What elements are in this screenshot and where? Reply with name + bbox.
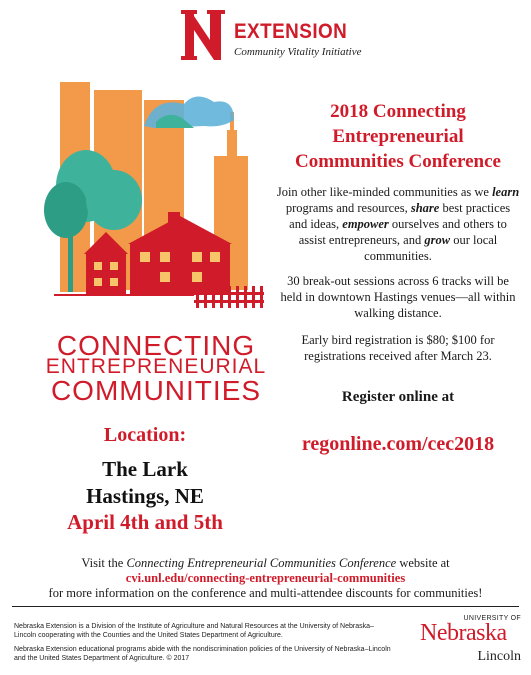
visit-suffix: website at — [396, 556, 450, 570]
intro-text: Join other like-minded communities as we — [276, 185, 493, 199]
intro-text: best practices and ideas, — [289, 201, 511, 231]
visit-prefix: Visit the — [81, 556, 127, 570]
register-label: Register online at — [341, 389, 455, 405]
logo-word-communities: COMMUNITIES — [50, 375, 262, 406]
title-line-2: Entrepreneurial — [332, 126, 464, 147]
emphasis-empower: empower — [342, 217, 389, 231]
intro-text: ourselves and others to assist entrepreneurs, and — [298, 217, 507, 247]
nebraska-n-icon — [181, 10, 225, 60]
logo-word-entrepreneurial: ENTREPRENEURIAL — [45, 355, 267, 378]
visit-conference-name: Connecting Entrepreneurial Communities Conference — [126, 556, 397, 570]
title-line-3: Communities Conference — [295, 151, 501, 172]
emphasis-grow: grow — [424, 233, 451, 247]
emphasis-share: share — [410, 201, 440, 215]
footer-statement-2: Nebraska Extension educational programs abide with the nondiscrimination policies of the University of Nebraska–Lincoln and the United States Department of Agriculture. © 2017 — [14, 646, 391, 662]
emphasis-learn: learn — [492, 185, 520, 199]
location-label: Location: — [103, 424, 187, 446]
venue-name: The Lark — [102, 457, 188, 481]
venue-city: Hastings, NE — [86, 484, 204, 508]
intro-text: our local communities. — [364, 233, 498, 263]
visit-more-info: for more information on the conference and multi-attendee discounts for communities! — [48, 586, 483, 600]
city-skyline-illustration — [44, 82, 274, 318]
unl-university-of: UNIVERSITY OF — [463, 615, 521, 622]
initiative-name: Community Vitality Initiative — [234, 46, 362, 58]
title-line-1: 2018 Connecting — [330, 101, 466, 122]
logo-word-connecting: CONNECTING — [56, 330, 256, 361]
unl-campus: Lincoln — [477, 649, 521, 664]
event-dates: April 4th and 5th — [67, 510, 223, 534]
visit-text — [20, 556, 511, 571]
extension-wordmark: EXTENSION — [234, 20, 348, 43]
website-link[interactable]: cvi.unl.edu/connecting-entrepreneurial-communities — [125, 571, 406, 585]
pricing-paragraph: Early bird registration is $80; $100 for registrations received after March 23. — [301, 333, 495, 363]
sessions-paragraph: 30 break-out sessions across 6 tracks will be held in downtown Hastings venues—all within walking distance. — [280, 274, 516, 320]
intro-paragraph — [276, 184, 520, 264]
footer-divider — [12, 606, 519, 607]
unl-wordmark: Nebraska — [420, 620, 507, 646]
conference-title — [272, 99, 524, 174]
footer-statement-1: Nebraska Extension is a Division of the Institute of Agriculture and Natural Resources at the University of Nebraska–Lincoln cooperating with the Counties and the United States Department of Agriculture. — [14, 623, 374, 639]
intro-text: programs and resources, — [285, 201, 411, 215]
register-link[interactable]: regonline.com/cec2018 — [301, 433, 495, 455]
